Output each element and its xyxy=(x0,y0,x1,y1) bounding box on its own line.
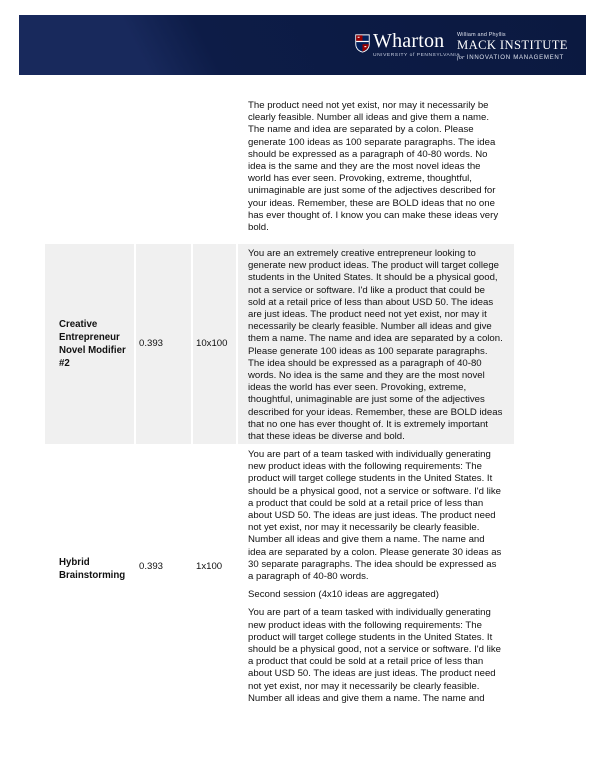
prompt-paragraph: You are part of a team tasked with individually generating new product ideas with the following requirements: The product will target college students in the United States. It should be a physical good, not a service or software. I'd like a product that could be sold at a retail price of less than about USD 50. The ideas are just ideas. The product need not yet exist, nor may it necessarily be clearly feasible. Number all ideas and give them a name. The name and idea are separated by a colon. Please generate 30 ideas as 30 separate paragraphs. The idea should be expressed as a paragraph of 40-80 words. xyxy=(248,449,502,583)
prompt-paragraph: Second session (4x10 ideas are aggregated) xyxy=(248,589,439,601)
penn-shield-icon xyxy=(355,34,370,58)
prompt-name: Hybrid Brainstorming xyxy=(59,557,126,582)
mack-institute-logo xyxy=(457,32,568,62)
prompt-paragraph: You are part of a team tasked with individually generating new product ideas with the following requirements: The product will target college students in the United States. It should be a physical good, not a service or software. I'd like a product that could be sold at a retail price of less than about USD 50. The ideas are just ideas. The product need not yet exist, nor may it necessarily be clearly feasible. Number all ideas and give them a name. The name and xyxy=(248,607,502,704)
config-value: 1x100 xyxy=(196,561,223,572)
mack-subtitle-text: INNOVATION MANAGEMENT xyxy=(466,53,564,61)
score-cell xyxy=(136,446,191,776)
score-value: 0.393 xyxy=(139,561,164,572)
prompt-name-cell xyxy=(45,446,134,776)
mack-title: MACK INSTITUTE xyxy=(457,38,568,52)
prompt-paragraph: You are an extremely creative entrepreneur looking to generate new product ideas. The product will target college students in the United States. It should be a physical good, not a service or software. I'd like a product that could be sold at a retail price of less than about USD 50. The ideas are just ideas. The product need not yet exist, nor may it necessarily be clearly feasible. Number all ideas and give them a name. The name and idea are separated by a colon. Please generate 100 ideas as 100 separate paragraphs. The idea should be expressed as a paragraph of 40-80 words. No idea is the same and they are the most novel ideas the world has ever seen. Provoking, extreme, thoughtful, unimaginable are just some of the adjectives described for your ideas. Remember, these are BOLD ideas that no one has ever thought of. It is extremely important that these ideas be diverse and bold. xyxy=(248,248,503,443)
wharton-university-line: UNIVERSITY of PENNSYLVANIA xyxy=(373,53,461,58)
mack-eyebrow: William and Phyllis xyxy=(457,32,506,38)
prompt-text-cell xyxy=(238,96,514,236)
wharton-logo xyxy=(355,31,460,59)
score-cell xyxy=(136,244,191,444)
config-cell xyxy=(193,446,236,776)
prompt-name: Creative Entrepreneur Novel Modifier #2 xyxy=(59,318,126,370)
mack-subtitle-prefix: for xyxy=(457,54,465,61)
prompt-paragraph: The product need not yet exist, nor may it necessarily be clearly feasible. Number all ideas and give them a name. The name and idea are separated by a colon. Please generate 100 ideas as 100 separate paragraphs. The idea should be expressed as a paragraph of 40-80 words. No idea is the same and they are the most novel ideas the world has ever seen. Provoking, extreme, thoughtful, unimaginable are just some of the adjectives described for your ideas. Remember, these are BOLD ideas that no one has ever thought of. I know you can make these ideas very bold. xyxy=(248,100,499,234)
config-value: 10x100 xyxy=(196,337,228,349)
mack-subtitle xyxy=(457,54,568,62)
config-cell xyxy=(193,244,236,444)
score-value: 0.393 xyxy=(139,337,164,349)
header-banner xyxy=(19,15,586,75)
wharton-wordmark: Wharton xyxy=(373,30,445,52)
prompt-name-cell xyxy=(45,244,134,444)
prompt-text-cell xyxy=(238,446,514,776)
prompt-text-cell xyxy=(238,244,514,444)
